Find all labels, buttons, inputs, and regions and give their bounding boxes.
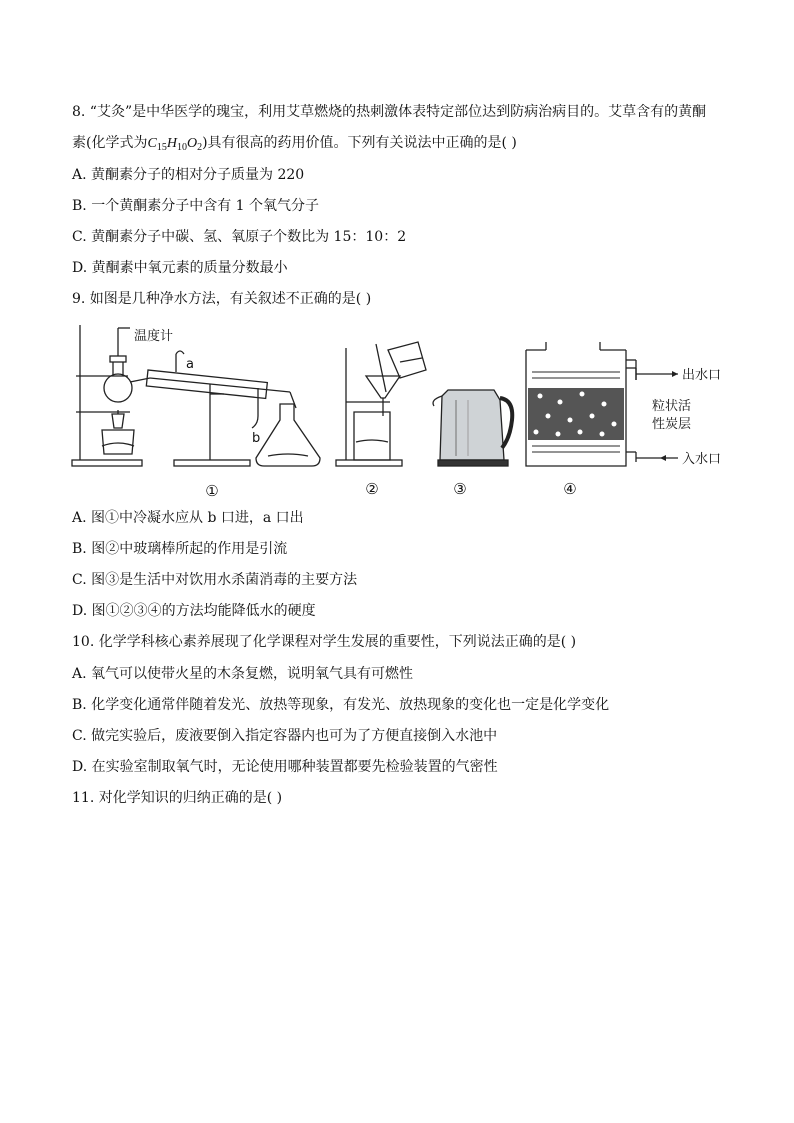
water-purification-diagram [70,320,750,500]
label-carbon-layer-1: 粒状活 [652,399,692,414]
distillation-apparatus [72,325,320,466]
q8-option-a: A. 黄酮素分子的相对分子质量为 220 [72,167,305,183]
q8-stem-line-2 [72,133,517,158]
label-thermometer: 温度计 [134,329,174,344]
q9-stem: 9. 如图是几种净水方法，有关叙述不正确的是( ) [72,291,372,307]
label-inlet-a: a [186,357,194,372]
carbon-filter [526,342,660,466]
label-carbon-layer-2: 性炭层 [652,417,692,432]
filtration-apparatus [336,342,426,466]
q9-option-a: A. 图①中冷凝水应从 b 口进，a 口出 [72,510,304,526]
q9-option-c: C. 图③是生活中对饮用水杀菌消毒的主要方法 [72,572,358,588]
electric-kettle [433,390,512,466]
q10-option-c: C. 做完实验后，废液要倒入指定容器内也可为了方便直接倒入水池中 [72,728,498,744]
water-purification-figure [70,320,750,500]
figure-number-4: ④ [563,480,577,498]
label-water-outlet: 出水口 [682,368,722,383]
q11-stem: 11. 对化学知识的归纳正确的是( ) [72,790,283,806]
q10-option-b: B. 化学变化通常伴随着发光、放热等现象，有发光、放热现象的变化也一定是化学变化 [72,697,610,713]
inlet-arrow-head [660,455,666,461]
q9-option-b: B. 图②中玻璃棒所起的作用是引流 [72,541,288,557]
figure-number-2: ② [365,480,379,498]
label-outlet-b: b [252,431,261,446]
q8-option-c: C. 黄酮素分子中碳、氢、氧原子个数比为 15：10：2 [72,229,407,245]
q8-stem-pre: 素(化学式为 [72,135,148,151]
q10-option-d: D. 在实验室制取氧气时，无论使用哪种装置都要先检验装置的气密性 [72,759,498,775]
flavone-formula: $C_{15}H_{10}O_2$ [147,136,203,153]
q8-option-d: D. 黄酮素中氧元素的质量分数最小 [72,260,288,276]
q8-option-b: B. 一个黄酮素分子中含有 1 个氧气分子 [72,198,319,214]
q10-option-a: A. 氧气可以使带火星的木条复燃，说明氧气具有可燃性 [72,666,414,682]
q8-stem-line-1: 8. “艾灸”是中华医学的瑰宝，利用艾草燃烧的热刺激体表特定部位达到防病治病目的。艾草含有的黄酮 [72,104,707,120]
outlet-arrow-head [672,371,678,377]
figure-number-3: ③ [453,480,467,498]
q10-stem: 10. 化学学科核心素养展现了化学课程对学生发展的重要性，下列说法正确的是( ) [72,634,577,650]
q8-stem-post: )具有很高的药用价值。下列有关说法中正确的是( ) [202,135,517,151]
label-water-inlet: 入水口 [682,452,722,467]
q9-option-d: D. 图①②③④的方法均能降低水的硬度 [72,603,316,619]
figure-number-1: ① [205,482,219,500]
